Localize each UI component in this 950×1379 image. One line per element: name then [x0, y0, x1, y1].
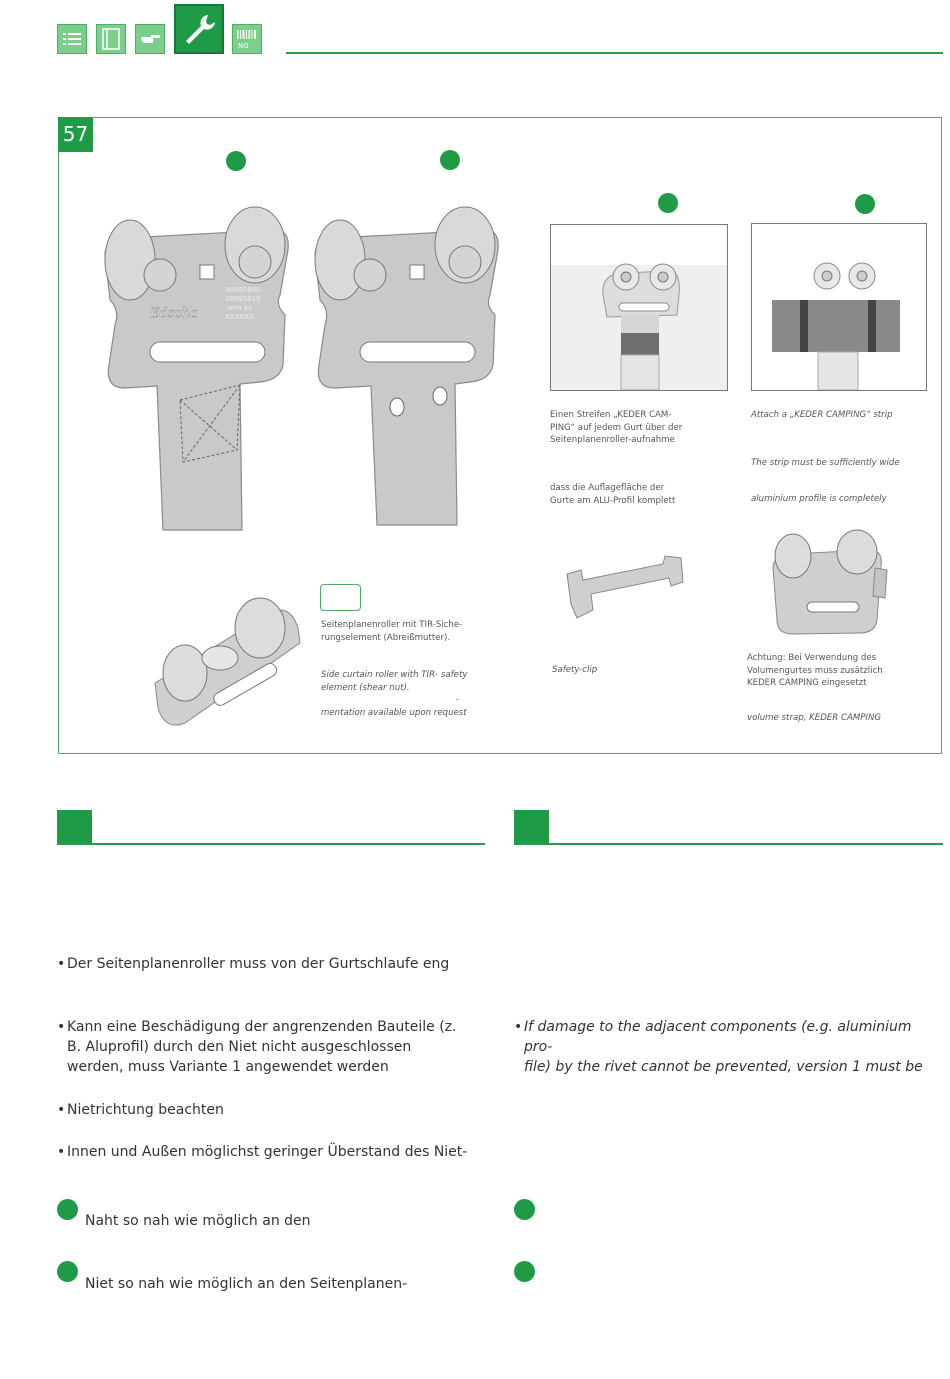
roller-side-view-illustration	[150, 583, 305, 731]
caption-strip-de2: dass die Auflagefläche der Gurte am ALU-Profil komplett	[550, 483, 676, 506]
caption-attention-en: volume strap, KEDER CAMPING	[747, 713, 882, 723]
bullet-de-2: • Kann eine Beschädigung der angrenzenden Bauteile (z. B. Aluprofil) durch den Niet nicht ausgeschlossen werden, muss Variante 1 angewendet werden	[57, 1017, 467, 1077]
caption-strip-en2: The strip must be sufficiently wide	[751, 458, 900, 468]
section-rule-en	[514, 843, 943, 845]
step-de-1-marker	[57, 1199, 78, 1220]
caption-strip-de: Einen Streifen „KEDER CAM- PING“ auf jedem Gurt über der Seitenplanenroller-aufnahme	[550, 410, 683, 445]
roller-marking-line1: 38095800	[225, 286, 261, 294]
bullet-de-2-text: Kann eine Beschädigung der angrenzenden Bauteile (z. B. Aluprofil) durch den Niet nicht ausgeschlossen werden, muss Variante 1 angewendet werden	[67, 1019, 457, 1075]
step-marker-1	[226, 151, 246, 171]
photo-strip-before	[550, 224, 728, 391]
step-marker-3	[658, 193, 678, 213]
list-icon[interactable]	[57, 24, 87, 54]
roller-brand: Edscha	[150, 306, 198, 321]
photo-strip-after	[751, 223, 927, 391]
barcode-icon[interactable]	[232, 24, 262, 54]
wrench-icon[interactable]	[174, 4, 224, 54]
bullet-de-3-text: Nietrichtung beachten	[67, 1102, 224, 1118]
section-marker-de	[57, 810, 92, 845]
bullet-de-3: • Nietrichtung beachten	[57, 1100, 477, 1120]
roller-with-rivet-holes-illustration	[305, 200, 505, 530]
bullet-de-1-text: Der Seitenplanenroller muss von der Gurtschlaufe eng	[67, 956, 450, 972]
bullet-en-1-text: If damage to the adjacent components (e.g. aluminium pro- file) by the rivet cannot be prevented, version 1 must be	[524, 1019, 923, 1075]
bullet-de-4-text: Innen und Außen möglichst geringer Überstand des Niet-	[67, 1144, 468, 1160]
step-de-2-text: Niet so nah wie möglich an den Seitenplanen-	[85, 1276, 408, 1292]
step-marker-2	[440, 150, 460, 170]
bullet-de-1: • Der Seitenplanenroller muss von der Gurtschlaufe eng	[57, 954, 477, 974]
caption-attention-de: Achtung: Bei Verwendung des Volumengurtes muss zusätzlich KEDER CAMPING eingesetzt	[747, 653, 883, 688]
roller-marking-line4: XXXXXX	[225, 313, 254, 321]
book-icon[interactable]	[96, 24, 126, 54]
caption-roller-en2: mentation available upon request	[321, 708, 467, 718]
section-marker-en	[514, 810, 549, 845]
step-en-2-marker	[514, 1261, 535, 1282]
bullet-en-1: • If damage to the adjacent components (e.g. aluminium pro- file) by the rivet cannot be prevented, version 1 must be	[514, 1017, 934, 1077]
step-en-1-marker	[514, 1199, 535, 1220]
roller-marking-line3: mm yy	[228, 304, 253, 312]
figure-number: 57	[58, 117, 93, 152]
section-header-en	[514, 810, 943, 845]
step-marker-4	[855, 194, 875, 214]
section-header-de	[57, 810, 485, 845]
caption-roller-de: Seitenplanenroller mit TIR-Siche- rungselement (Abreißmutter).	[321, 620, 463, 643]
caption-clip: Safety-clip	[552, 665, 598, 675]
pointing-hand-icon[interactable]	[135, 24, 165, 54]
safety-clip-illustration	[563, 552, 688, 624]
section-rule-de	[57, 843, 485, 845]
caption-roller-dash: -	[456, 695, 460, 705]
roller-with-clip-illustration	[765, 528, 890, 640]
variant-label-box	[320, 584, 361, 611]
roller-with-x-stitch-illustration	[95, 200, 295, 535]
header-rule	[286, 52, 943, 54]
step-de-1-text: Naht so nah wie möglich an den	[85, 1213, 311, 1229]
roller-marking-line2: 38095810	[225, 295, 261, 303]
bullet-de-4: • Innen und Außen möglichst geringer Überstand des Niet-	[57, 1142, 477, 1162]
step-de-2-marker	[57, 1261, 78, 1282]
caption-strip-en: Attach a „KEDER CAMPING“ strip	[751, 410, 893, 420]
caption-roller-en: Side curtain roller with TIR- safety element (shear nut).	[321, 670, 468, 693]
caption-strip-en3: aluminium profile is completely	[751, 494, 887, 504]
barcode-label: NG	[238, 42, 249, 50]
